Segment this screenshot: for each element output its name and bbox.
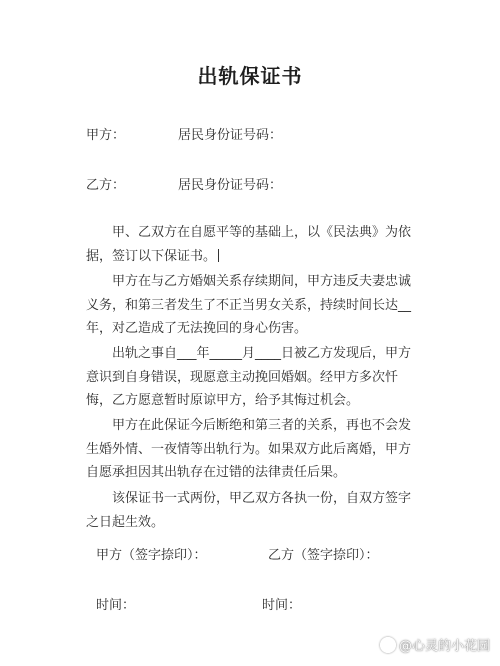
party-b-signature-label: 乙方（签字捺印）： [268, 548, 379, 563]
party-a-label: 甲方： [86, 128, 126, 143]
party-a-time-label: 时间： [96, 598, 136, 613]
paragraph-discovery: 出轨之事自___年_____月____日被乙方发现后，甲方意识到自身错误，现愿意主动挽回婚姻。经甲方多次忏悔，乙方愿意暂时原谅甲方，给予其悔过机会。 [86, 346, 412, 408]
document-title: 出轨保证书 [197, 64, 303, 88]
text-cursor [218, 249, 219, 262]
party-b-label: 乙方： [86, 178, 126, 193]
watermark-text: @心灵的小花园 [398, 639, 490, 654]
paragraph-intro-text: 甲、乙双方在自愿平等的基础上，以《民法典》为依据，签订以下保证书。 [86, 225, 412, 264]
watermark-logo-icon [380, 637, 396, 653]
paragraph-effective: 该保证书一式两份，甲乙双方各执一份，自双方签字之日起生效。 [86, 491, 412, 530]
party-a-signature-label: 甲方（签字捺印）： [96, 548, 207, 563]
paragraph-relationship: 甲方在与乙方婚姻关系存续期间，甲方违反夫妻忠诚义务，和第三者发生了不正当男女关系，持续时间长达__年，对乙造成了无法挽回的身心伤害。 [86, 274, 412, 336]
party-a-id-label: 居民身份证号码： [178, 128, 283, 143]
party-b-id-label: 居民身份证号码： [178, 178, 283, 193]
paragraph-intro [86, 221, 422, 268]
party-b-line [86, 174, 283, 193]
watermark [380, 635, 490, 654]
party-b-time-label: 时间： [262, 598, 302, 613]
paragraph-guarantee: 甲方在此保证今后断绝和第三者的关系，再也不会发生婚外情、一夜情等出轨行为。如果双方此后离婚，甲方自愿承担因其出轨存在过错的法律责任后果。 [86, 418, 412, 480]
party-a-line [86, 124, 283, 143]
